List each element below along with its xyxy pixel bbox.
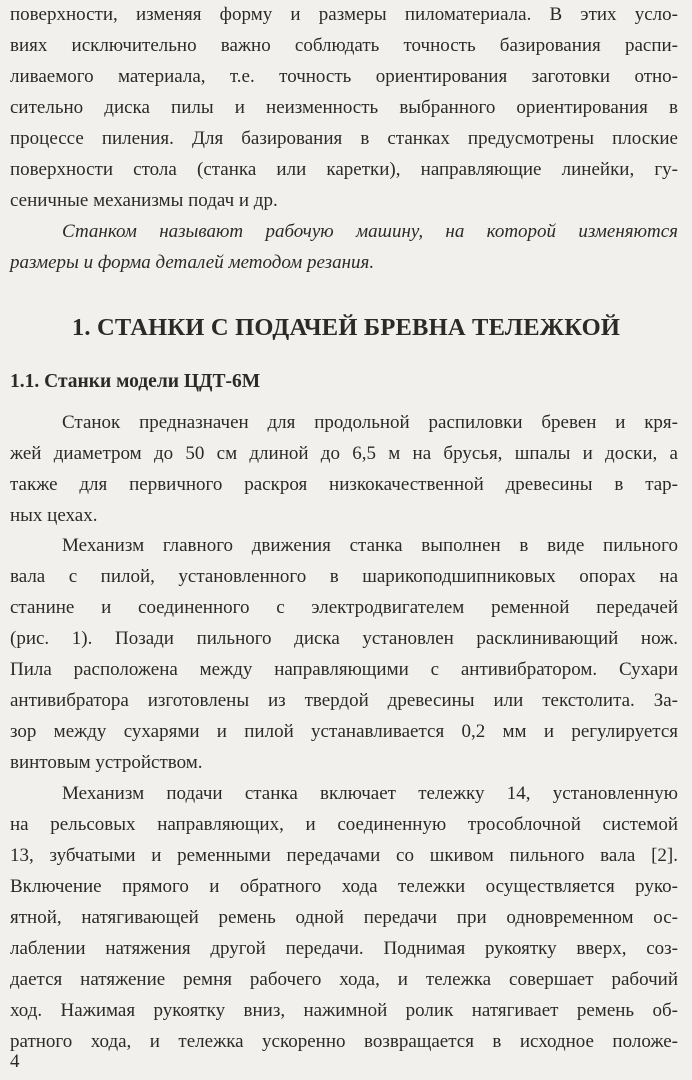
paragraph-line: антивибратора изготовлены из твердой древесины или текстолита. За- <box>10 690 678 711</box>
paragraph-line: ных цехах. <box>10 505 98 526</box>
intro-line: виях исключительно важно соблюдать точность базирования распи- <box>10 35 678 56</box>
paragraph-line: Механизм подачи станка включает тележку 14, установленную <box>62 783 678 804</box>
paragraph-line: ход. Нажимая рукоятку вниз, нажимной ролик натягивает ремень об- <box>10 1000 678 1021</box>
intro-line: поверхности, изменяя форму и размеры пиломатериала. В этих усло- <box>10 4 678 25</box>
paragraph-line: лаблении натяжения другой передачи. Поднимая рукоятку вверх, соз- <box>10 938 678 959</box>
paragraph-line: также для первичного раскроя низкокачественной древесины в тар- <box>10 474 678 495</box>
intro-line: ливаемого материала, т.е. точность ориентирования заготовки отно- <box>10 66 678 87</box>
paragraph-line: дается натяжение ремня рабочего хода, и тележка совершает рабочий <box>10 969 678 990</box>
paragraph-line: Станок предназначен для продольной распиловки бревен и кря- <box>62 412 678 433</box>
intro-line: сеничные механизмы подач и др. <box>10 190 278 211</box>
paragraph-line: Пила расположена между направляющими с антивибратором. Сухари <box>10 659 678 680</box>
paragraph-line: ятной, натягивающей ремень одной передачи при одновременном ос- <box>10 907 678 928</box>
intro-line: процессе пиления. Для базирования в станках предусмотрены плоские <box>10 128 678 149</box>
paragraph-line: на рельсовых направляющих, и соединенную трособлочной системой <box>10 814 678 835</box>
paragraph-line: Механизм главного движения станка выполнен в виде пильного <box>62 535 678 556</box>
intro-line: сительно диска пилы и неизменность выбранного ориентирования в <box>10 97 678 118</box>
paragraph-line: вала с пилой, установленного в шарикоподшипниковых опорах на <box>10 566 678 587</box>
paragraph-line: (рис. 1). Позади пильного диска установлен расклинивающий нож. <box>10 628 678 649</box>
paragraph-line: Включение прямого и обратного хода тележки осуществляется руко- <box>10 876 678 897</box>
paragraph-line: ратного хода, и тележка ускоренно возвращается в исходное положе- <box>10 1031 678 1052</box>
paragraph-line: станине и соединенного с электродвигателем ременной передачей <box>10 597 678 618</box>
paragraph-line: жей диаметром до 50 см длиной до 6,5 м на брусья, шпалы и доски, а <box>10 443 678 464</box>
paragraph-line: винтовым устройством. <box>10 752 203 773</box>
page-number: 4 <box>10 1051 20 1072</box>
definition-line: размеры и форма деталей методом резания. <box>10 252 375 273</box>
paragraph-line: 13, зубчатыми и ременными передачами со шкивом пильного вала [2]. <box>10 845 678 866</box>
section-heading: 1.1. Станки модели ЦДТ-6М <box>10 371 261 392</box>
intro-line: поверхности стола (станка или каретки), направляющие линейки, гу- <box>10 159 678 180</box>
definition-line: Станком называют рабочую машину, на которой изменяются <box>62 221 678 242</box>
paragraph-line: зор между сухарями и пилой устанавливается 0,2 мм и регулируется <box>10 721 678 742</box>
chapter-heading: 1. СТАНКИ С ПОДАЧЕЙ БРЕВНА ТЕЛЕЖКОЙ <box>71 314 621 341</box>
